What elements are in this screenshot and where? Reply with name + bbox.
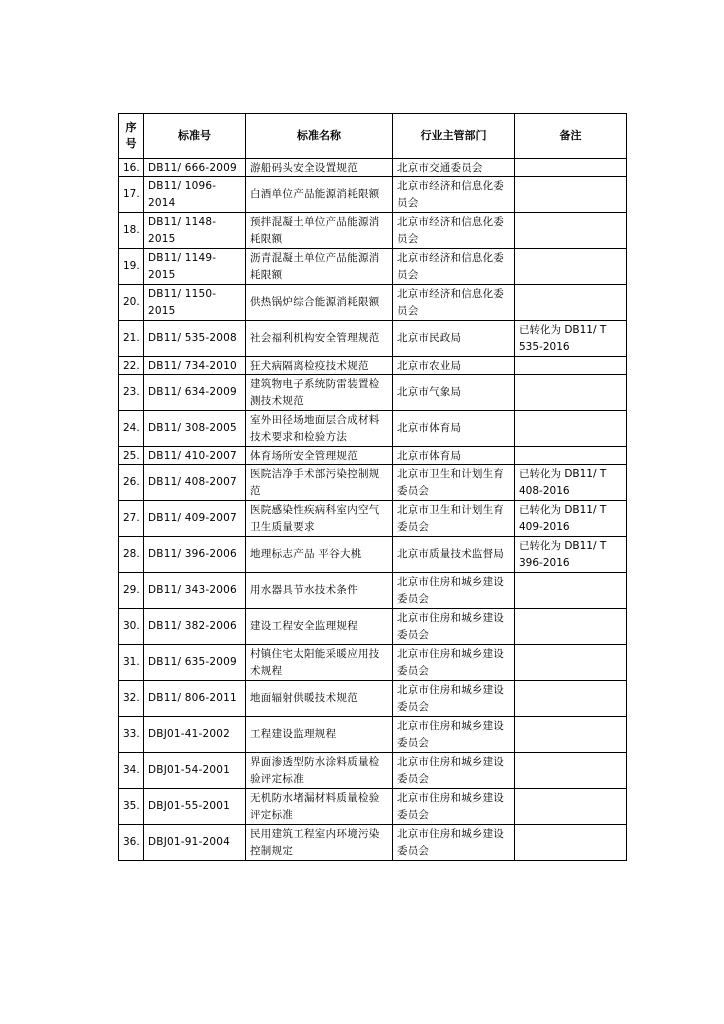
standard-number: DBJ01-54-2001 [144, 753, 246, 789]
standard-number: DBJ01-91-2004 [144, 825, 246, 861]
row-number: 27. [119, 501, 144, 537]
table-row [119, 249, 627, 285]
standard-name: 医院洁净手术部污染控制规范 [246, 465, 393, 501]
table-header [119, 114, 627, 159]
standard-number: DB11/ 396-2006 [144, 537, 246, 573]
standard-number: DB11/ 634-2009 [144, 375, 246, 411]
department: 北京市卫生和计划生育委员会 [393, 501, 515, 537]
table-row [119, 321, 627, 357]
standard-name: 狂犬病隔离检疫技术规范 [246, 357, 393, 375]
standard-number: DB11/ 635-2009 [144, 645, 246, 681]
standards-table [118, 113, 627, 861]
row-number: 31. [119, 645, 144, 681]
row-number: 25. [119, 447, 144, 465]
remark [515, 573, 627, 609]
standard-name: 建设工程安全监理规程 [246, 609, 393, 645]
table-row [119, 645, 627, 681]
remark [515, 159, 627, 177]
header-std-name: 标准名称 [246, 114, 393, 159]
header-seq [119, 114, 144, 159]
standard-number: DB11/ 666-2009 [144, 159, 246, 177]
row-number: 18. [119, 213, 144, 249]
department: 北京市民政局 [393, 321, 515, 357]
remark [515, 249, 627, 285]
remark [515, 753, 627, 789]
standard-number: DB11/ 343-2006 [144, 573, 246, 609]
header-seq-line2: 号 [125, 137, 137, 150]
standard-name: 建筑物电子系统防雷装置检测技术规范 [246, 375, 393, 411]
standard-number: DB11/ 535-2008 [144, 321, 246, 357]
standard-name: 体育场所安全管理规范 [246, 447, 393, 465]
row-number: 29. [119, 573, 144, 609]
standard-number: DB11/ 1096-2014 [144, 177, 246, 213]
header-seq-line1: 序 [125, 121, 137, 134]
standard-name: 室外田径场地面层合成材料技术要求和检验方法 [246, 411, 393, 447]
table-row [119, 159, 627, 177]
remark [515, 789, 627, 825]
table-row [119, 411, 627, 447]
department: 北京市住房和城乡建设委员会 [393, 573, 515, 609]
remark [515, 681, 627, 717]
remark: 已转化为 DB11/ T 408-2016 [515, 465, 627, 501]
department: 北京市住房和城乡建设委员会 [393, 789, 515, 825]
standard-number: DB11/ 1148-2015 [144, 213, 246, 249]
header-note: 备注 [515, 114, 627, 159]
department: 北京市经济和信息化委员会 [393, 249, 515, 285]
table-row [119, 537, 627, 573]
standard-name: 地面辐射供暖技术规范 [246, 681, 393, 717]
remark [515, 375, 627, 411]
department: 北京市住房和城乡建设委员会 [393, 609, 515, 645]
standard-number: DBJ01-41-2002 [144, 717, 246, 753]
row-number: 16. [119, 159, 144, 177]
table-row [119, 447, 627, 465]
standard-number: DB11/ 1150-2015 [144, 285, 246, 321]
remark [515, 825, 627, 861]
standard-name: 社会福利机构安全管理规范 [246, 321, 393, 357]
standard-name: 村镇住宅太阳能采暖应用技术规程 [246, 645, 393, 681]
table-row [119, 357, 627, 375]
table-row [119, 177, 627, 213]
table-row [119, 465, 627, 501]
standard-number: DB11/ 806-2011 [144, 681, 246, 717]
standard-name: 供热锅炉综合能源消耗限额 [246, 285, 393, 321]
table-row [119, 789, 627, 825]
standard-number: DB11/ 409-2007 [144, 501, 246, 537]
row-number: 35. [119, 789, 144, 825]
row-number: 34. [119, 753, 144, 789]
department: 北京市经济和信息化委员会 [393, 285, 515, 321]
standard-name: 工程建设监理规程 [246, 717, 393, 753]
row-number: 33. [119, 717, 144, 753]
department: 北京市住房和城乡建设委员会 [393, 681, 515, 717]
standard-number: DB11/ 308-2005 [144, 411, 246, 447]
department: 北京市质量技术监督局 [393, 537, 515, 573]
standard-name: 沥青混凝土单位产品能源消耗限额 [246, 249, 393, 285]
standard-number: DB11/ 734-2010 [144, 357, 246, 375]
standard-name: 界面渗透型防水涂料质量检验评定标准 [246, 753, 393, 789]
remark [515, 645, 627, 681]
department: 北京市经济和信息化委员会 [393, 177, 515, 213]
table-row [119, 825, 627, 861]
standard-name: 用水器具节水技术条件 [246, 573, 393, 609]
table-row [119, 753, 627, 789]
department: 北京市住房和城乡建设委员会 [393, 645, 515, 681]
standard-number: DBJ01-55-2001 [144, 789, 246, 825]
row-number: 22. [119, 357, 144, 375]
row-number: 20. [119, 285, 144, 321]
remark [515, 717, 627, 753]
remark [515, 357, 627, 375]
header-std-no: 标准号 [144, 114, 246, 159]
standard-name: 预拌混凝土单位产品能源消耗限额 [246, 213, 393, 249]
remark [515, 609, 627, 645]
department: 北京市住房和城乡建设委员会 [393, 717, 515, 753]
row-number: 21. [119, 321, 144, 357]
table-row [119, 285, 627, 321]
standard-name: 医院感染性疾病科室内空气卫生质量要求 [246, 501, 393, 537]
row-number: 30. [119, 609, 144, 645]
table-row [119, 501, 627, 537]
standard-number: DB11/ 408-2007 [144, 465, 246, 501]
header-dept: 行业主管部门 [393, 114, 515, 159]
department: 北京市交通委员会 [393, 159, 515, 177]
row-number: 17. [119, 177, 144, 213]
standard-name: 民用建筑工程室内环境污染控制规定 [246, 825, 393, 861]
row-number: 23. [119, 375, 144, 411]
remark [515, 213, 627, 249]
remark [515, 177, 627, 213]
department: 北京市体育局 [393, 447, 515, 465]
row-number: 28. [119, 537, 144, 573]
department: 北京市经济和信息化委员会 [393, 213, 515, 249]
row-number: 36. [119, 825, 144, 861]
standard-name: 地理标志产品 平谷大桃 [246, 537, 393, 573]
row-number: 19. [119, 249, 144, 285]
table-row [119, 573, 627, 609]
standard-name: 游船码头安全设置规范 [246, 159, 393, 177]
row-number: 32. [119, 681, 144, 717]
department: 北京市卫生和计划生育委员会 [393, 465, 515, 501]
remark [515, 447, 627, 465]
table-row [119, 609, 627, 645]
table-row [119, 213, 627, 249]
department: 北京市住房和城乡建设委员会 [393, 753, 515, 789]
row-number: 24. [119, 411, 144, 447]
table-body [119, 159, 627, 861]
standard-name: 白酒单位产品能源消耗限额 [246, 177, 393, 213]
table-row [119, 681, 627, 717]
table-row [119, 717, 627, 753]
department: 北京市农业局 [393, 357, 515, 375]
standard-number: DB11/ 382-2006 [144, 609, 246, 645]
department: 北京市气象局 [393, 375, 515, 411]
remark [515, 285, 627, 321]
department: 北京市住房和城乡建设委员会 [393, 825, 515, 861]
standard-name: 无机防水堵漏材料质量检验评定标准 [246, 789, 393, 825]
department: 北京市体育局 [393, 411, 515, 447]
row-number: 26. [119, 465, 144, 501]
standard-number: DB11/ 1149-2015 [144, 249, 246, 285]
remark [515, 411, 627, 447]
standard-number: DB11/ 410-2007 [144, 447, 246, 465]
remark: 已转化为 DB11/ T 396-2016 [515, 537, 627, 573]
remark: 已转化为 DB11/ T 535-2016 [515, 321, 627, 357]
table-row [119, 375, 627, 411]
remark: 已转化为 DB11/ T 409-2016 [515, 501, 627, 537]
